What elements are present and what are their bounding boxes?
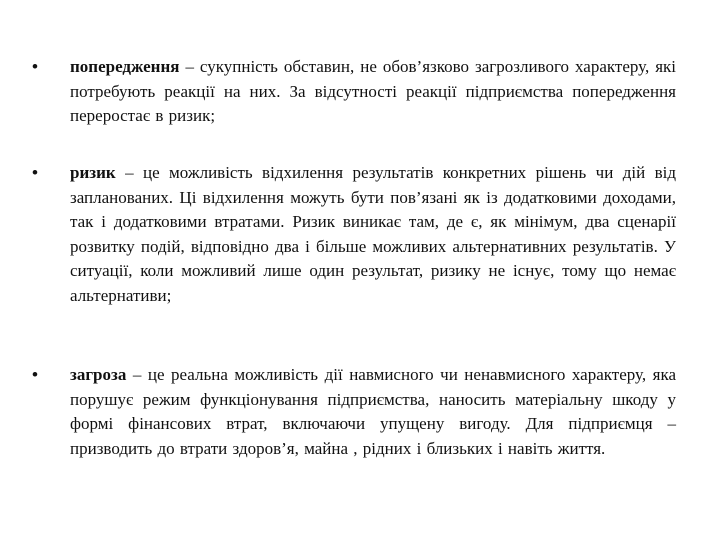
definition-term: загроза (70, 365, 127, 384)
bullet-icon: • (32, 57, 38, 76)
definition-item-warning (32, 55, 676, 129)
definition-term: ризик (70, 163, 116, 182)
definition-item-risk (32, 161, 676, 309)
definition-item-threat (32, 363, 676, 461)
definition-text: – це реальна можливість дії навмисного чи ненавмисного характеру, яка порушує режим функціонування підприємства, наносить матеріальну шкоду у формі фінансових втрат, включаючи упущену вигоду. Для підприємця – призводить до втрати здоров’я, майна , рідних і близьких і навіть життя. (70, 365, 676, 458)
definition-text: – це можливість відхилення результатів конкретних рішень чи дій від запланованих. Ці відхилення можуть бути пов’язані як із додатковими доходами, так і додатковими втратами. Ризик виникає там, де є, як мінімум, два сценарії розвитку подій, відповідно два і більше можливих альтернативних результатів. У ситуації, коли можливий лише один результат, ризику не існує, тому що немає альтернативи; (70, 163, 676, 305)
bullet-icon: • (32, 163, 38, 182)
bullet-icon: • (32, 365, 38, 384)
definition-text: – сукупність обставин, не обов’язково загрозливого характеру, які потребують реакції на них. За відсутності реакції підприємства попередження переростає в ризик; (70, 57, 676, 126)
definition-term: попередження (70, 57, 180, 76)
